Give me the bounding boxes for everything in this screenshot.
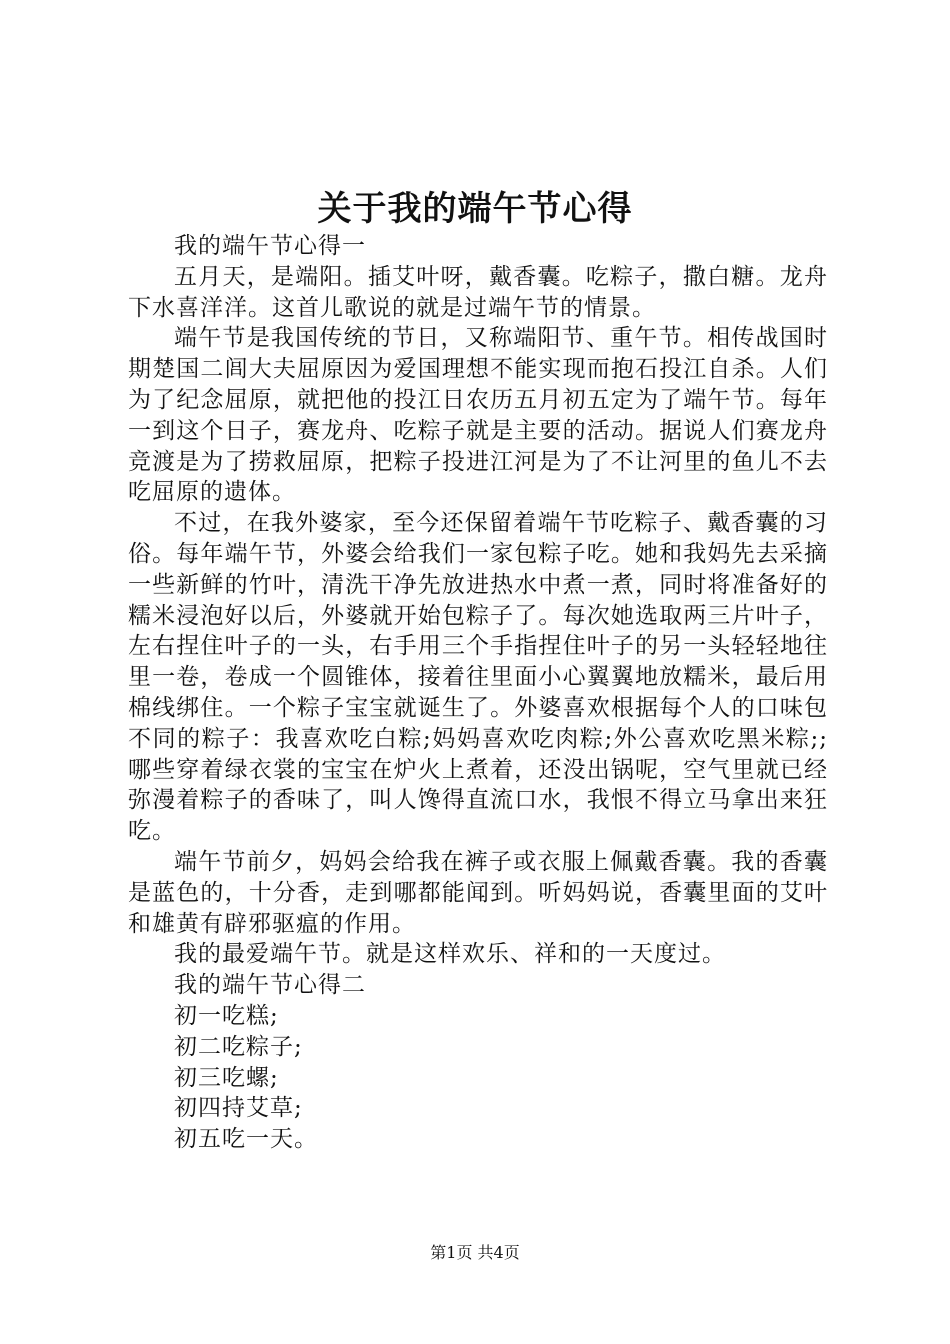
paragraph: 五月天，是端阳。插艾叶呀，戴香囊。吃粽子，撒白糖。龙舟下水喜洋洋。这首儿歌说的就是过端午节的情景。: [128, 263, 828, 321]
paragraph-heading-2: 我的端午节心得二: [174, 972, 366, 999]
list-line: 初二吃粽子;: [174, 1033, 303, 1060]
paragraph: 端午节前夕，妈妈会给我在裤子或衣服上佩戴香囊。我的香囊是蓝色的，十分香，走到哪都能闻到。听妈妈说，香囊里面的艾叶和雄黄有辟邪驱瘟的作用。: [128, 848, 828, 937]
page-footer: 第1页 共4页: [430, 1243, 520, 1262]
list-line: 初一吃糕;: [174, 1002, 279, 1029]
paragraph: 我的最爱端午节。就是这样欢乐、祥和的一天度过。: [174, 941, 726, 968]
paragraph-heading-1: 我的端午节心得一: [174, 233, 366, 259]
paragraph: 端午节是我国传统的节日，又称端阳节、重午节。相传战国时期楚国二闾大夫屈原因为爱国理想不能实现而抱石投江自杀。人们为了纪念屈原，就把他的投江日农历五月初五定为了端午节。每年一到这个日子，赛龙舟、吃粽子就是主要的活动。据说人们赛龙舟竞渡是为了捞救屈原，把粽子投进江河是为了不让河里的鱼儿不去吃屈原的遗体。: [128, 325, 828, 506]
document-body: [128, 231, 828, 1155]
paragraph: 不过，在我外婆家，至今还保留着端午节吃粽子、戴香囊的习俗。每年端午节，外婆会给我们一家包粽子吃。她和我妈先去采摘一些新鲜的竹叶，清洗干净先放进热水中煮一煮，同时将准备好的糯米浸泡好以后，外婆就开始包粽子了。每次她选取两三片叶子，左右捏住叶子的一头，右手用三个手指捏住叶子的另一头轻轻地往里一卷，卷成一个圆锥体，接着往里面小心翼翼地放糯米，最后用棉线绑住。一个粽子宝宝就诞生了。外婆喜欢根据每个人的口味包不同的粽子：我喜欢吃白粽;妈妈喜欢吃肉粽;外公喜欢吃黑米粽;;哪些穿着绿衣裳的宝宝在炉火上煮着，还没出锅呢，空气里就已经弥漫着粽子的香味了，叫人馋得直流口水，我恨不得立马拿出来狂吃。: [128, 510, 828, 845]
list-line: 初三吃螺;: [174, 1064, 279, 1091]
page-title: 关于我的端午节心得: [317, 189, 633, 229]
list-line: 初四持艾草;: [174, 1095, 303, 1122]
list-line: 初五吃一天。: [174, 1126, 318, 1153]
